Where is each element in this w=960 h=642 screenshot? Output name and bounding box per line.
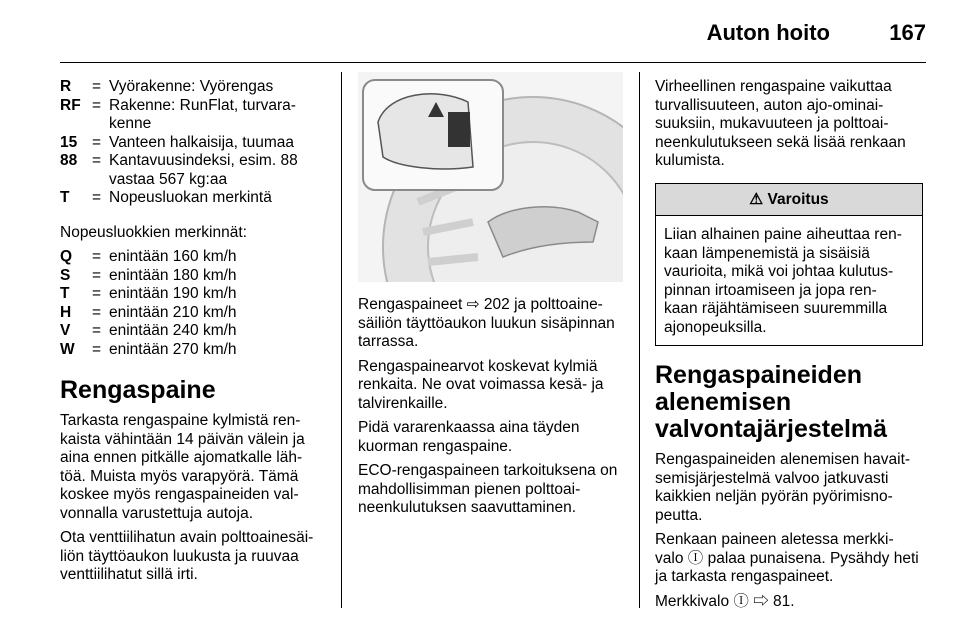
- speed-row: T = enintään 190 km/h: [60, 285, 325, 304]
- paragraph: Virheellinen rengaspaine vaikuttaa turvallisuuteen, auton ajo-ominai- suuksiin, mukavuuteen ja polttoai- neenkulutukseen sekä lisää renkaan kulumista.: [655, 78, 906, 169]
- column-1: [60, 78, 325, 591]
- page-ref[interactable]: 202: [483, 296, 510, 313]
- speed-row: V = enintään 240 km/h: [60, 322, 325, 341]
- speed-intro: Nopeusluokkien merkinnät:: [60, 223, 247, 241]
- section-heading: Rengaspaineiden alenemisen valvontajärjestelmä: [655, 361, 888, 443]
- speed-row: Q = enintään 160 km/h: [60, 248, 325, 267]
- warning-title: Varoitus: [767, 190, 829, 208]
- paragraph: [655, 531, 923, 587]
- def-value: Rakenne: RunFlat, turvara- kenne: [109, 96, 296, 132]
- speed-row: H = enintään 210 km/h: [60, 304, 325, 323]
- warning-triangle-icon: ⚠: [749, 190, 764, 208]
- column-divider-1: [341, 72, 342, 608]
- speed-value: enintään 180 km/h: [109, 266, 237, 284]
- wheel-illustration-icon: [358, 72, 623, 282]
- speed-value: enintään 240 km/h: [109, 322, 237, 339]
- column-3: [655, 78, 923, 617]
- def-key: R: [60, 78, 72, 95]
- def-row: T = Nopeusluokan merkintä: [60, 189, 325, 208]
- def-value: Kantavuusindeksi, esim. 88 vastaa 567 kg:aa: [109, 152, 298, 188]
- tire-valve-illustration: [358, 72, 623, 282]
- paragraph: ECO-rengaspaineen tarkoituksena on mahdollisimman pienen polttoai- neenkulutuksen saavuttaminen.: [358, 462, 618, 516]
- speed-row: S = enintään 180 km/h: [60, 267, 325, 286]
- paragraph: [358, 296, 626, 352]
- def-row: R = Vyörakenne: Vyörengas: [60, 78, 325, 97]
- paragraph: Ota venttiilihatun avain polttoainesäi- liön täyttöaukon luukusta ja ruuvaa venttiilihatut sillä irti.: [60, 529, 314, 583]
- speed-key: V: [60, 322, 71, 339]
- column-divider-2: [639, 72, 640, 608]
- paragraph: Rengaspainearvot koskevat kylmiä renkaita. Ne ovat voimassa kesä- ja talvirenkaille.: [358, 357, 604, 412]
- page-number: 167: [889, 20, 926, 45]
- speed-key: H: [60, 303, 72, 321]
- section-heading: Rengaspaine: [60, 376, 216, 404]
- text-span: Renkaan paineen aletessa merkki- valo: [655, 531, 894, 567]
- paragraph: Pidä vararenkaassa aina täyden kuorman rengaspaine.: [358, 419, 580, 455]
- speed-value: enintään 160 km/h: [109, 248, 237, 265]
- header-rule: [60, 62, 926, 63]
- paragraph: Tarkasta rengaspaine kylmistä ren- kaista vähintään 14 päivän välein ja aina ennen pitkälle ajomatkalle läh- töä. Muista myös varapyörä. Tämä koskee myös rengaspaineiden val- vonnalla varustettuja autoja.: [60, 412, 305, 522]
- text-span: Merkkivalo: [655, 592, 730, 610]
- warning-box: [655, 183, 923, 347]
- speed-key: W: [60, 340, 75, 358]
- paragraph: [655, 593, 923, 612]
- speed-value: enintään 270 km/h: [109, 340, 237, 358]
- def-key: RF: [60, 96, 81, 114]
- column-2: [358, 72, 626, 524]
- speed-key: T: [60, 285, 70, 302]
- speed-value: enintään 210 km/h: [109, 303, 237, 321]
- speed-row: W = enintään 270 km/h: [60, 341, 325, 360]
- paragraph: Rengaspaineiden alenemisen havait- semisjärjestelmä valvoo jatkuvasti kaikkien neljän pyörän pyörimisno- peutta.: [655, 451, 911, 524]
- page-ref-icon[interactable]: ⇨: [466, 296, 480, 313]
- speed-key: Q: [60, 248, 73, 265]
- text-span: palaa punaisena. Pysähdy heti ja tarkasta rengaspaineet.: [655, 549, 919, 585]
- def-row: 88 = Kantavuusindeksi, esim. 88 vastaa 567 kg:aa: [60, 152, 325, 189]
- header-title: Auton hoito: [706, 20, 830, 45]
- text-span: Rengaspaineet: [358, 296, 463, 313]
- def-value: Vanteen halkaisija, tuumaa: [109, 133, 294, 151]
- warning-header: [656, 184, 922, 217]
- def-key: 15: [60, 133, 78, 151]
- tire-pressure-warning-icon: Ⓘ: [687, 549, 704, 567]
- def-value: Vyörakenne: Vyörengas: [109, 78, 274, 95]
- def-value: Nopeusluokan merkintä: [109, 189, 272, 206]
- text-span: ja polttoaine- säiliön täyttöaukon luukun sisäpinnan tarrassa.: [358, 296, 615, 350]
- def-row: RF = Rakenne: RunFlat, turvara- kenne: [60, 97, 325, 134]
- def-key: T: [60, 189, 70, 206]
- page-ref[interactable]: 81.: [773, 592, 795, 610]
- page-ref-icon[interactable]: ⇨: [753, 592, 769, 610]
- tire-pressure-warning-icon: Ⓘ: [733, 592, 749, 610]
- speed-key: S: [60, 266, 71, 284]
- def-row: 15 = Vanteen halkaisija, tuumaa: [60, 134, 325, 153]
- def-key: 88: [60, 152, 78, 169]
- speed-value: enintään 190 km/h: [109, 285, 237, 302]
- warning-body: Liian alhainen paine aiheuttaa ren- kaan lämpenemistä ja sisäisiä vaurioita, mikä voi johtaa kulutus- pinnan irtoamiseen ja jopa ren- kaan räjähtämiseen suuremmilla ajonopeuksilla.: [664, 226, 902, 336]
